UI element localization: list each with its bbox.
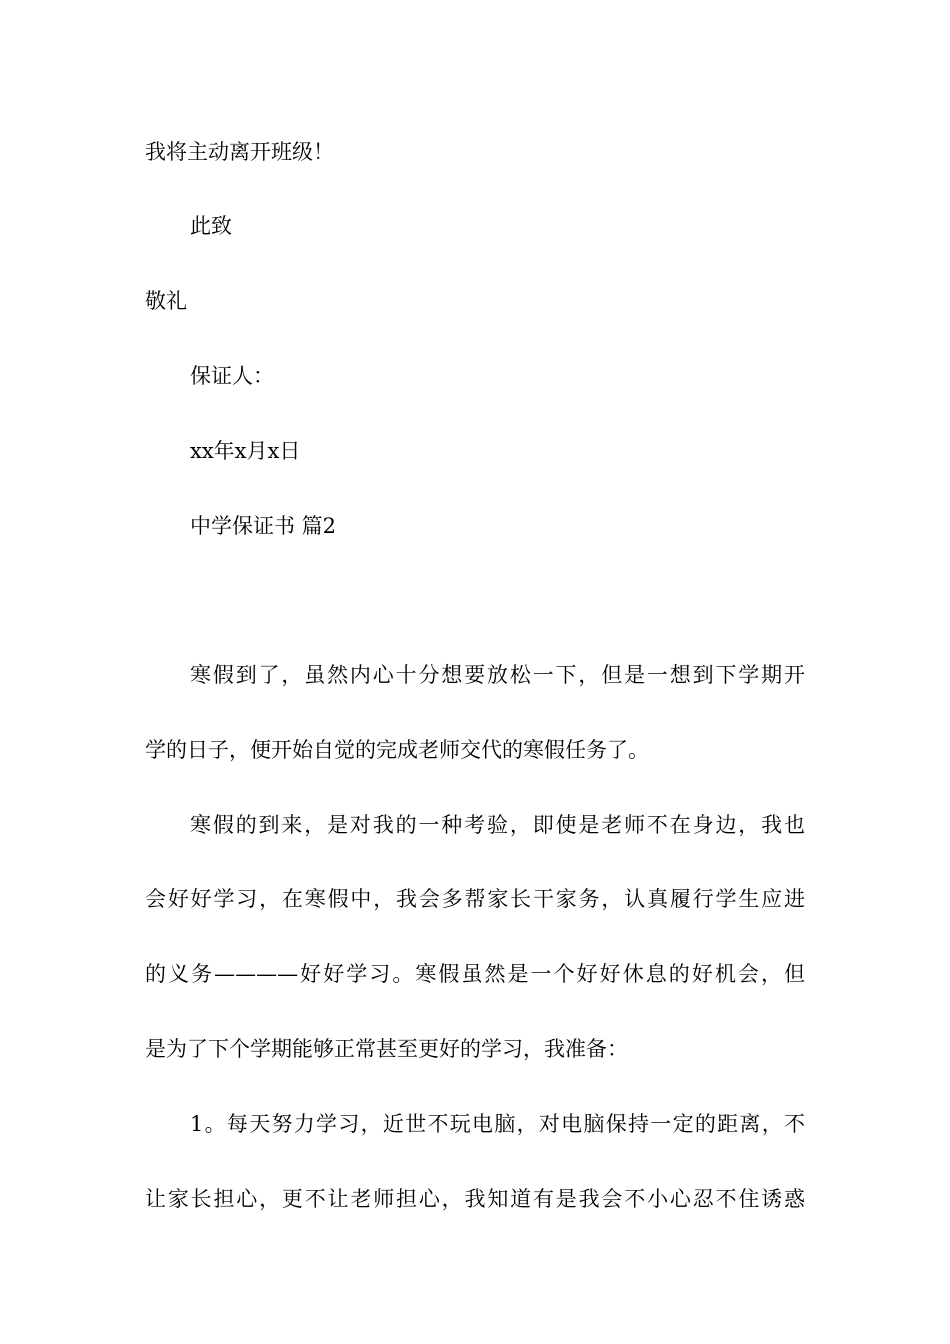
paragraph-line: 是为了下个学期能够正常甚至更好的学习，我准备：: [145, 1037, 628, 1061]
closing-salutation: 此致: [190, 214, 232, 238]
section-heading: 中学保证书 篇2: [190, 514, 337, 538]
paragraph-line: 的义务————好好学习。寒假虽然是一个好好休息的好机会，但: [145, 962, 805, 986]
guarantor-label: 保证人：: [190, 364, 274, 388]
paragraph-line: 学的日子，便开始自觉的完成老师交代的寒假任务了。: [145, 738, 649, 762]
list-item-line: 让家长担心，更不让老师担心，我知道有是我会不小心忍不住诱惑: [145, 1187, 805, 1211]
paragraph-line: 寒假的到来，是对我的一种考验，即使是老师不在身边，我也: [190, 813, 805, 837]
paragraph-line: 会好好学习，在寒假中，我会多帮家长干家务，认真履行学生应进: [145, 887, 805, 911]
list-item-line: 1。每天努力学习，近世不玩电脑，对电脑保持一定的距离，不: [190, 1112, 805, 1136]
text-line: 我将主动离开班级！: [145, 140, 334, 164]
paragraph-line: 寒假到了，虽然内心十分想要放松一下，但是一想到下学期开: [190, 663, 805, 687]
date-line: xx年x月x日: [190, 439, 301, 463]
closing-regards: 敬礼: [145, 289, 187, 313]
